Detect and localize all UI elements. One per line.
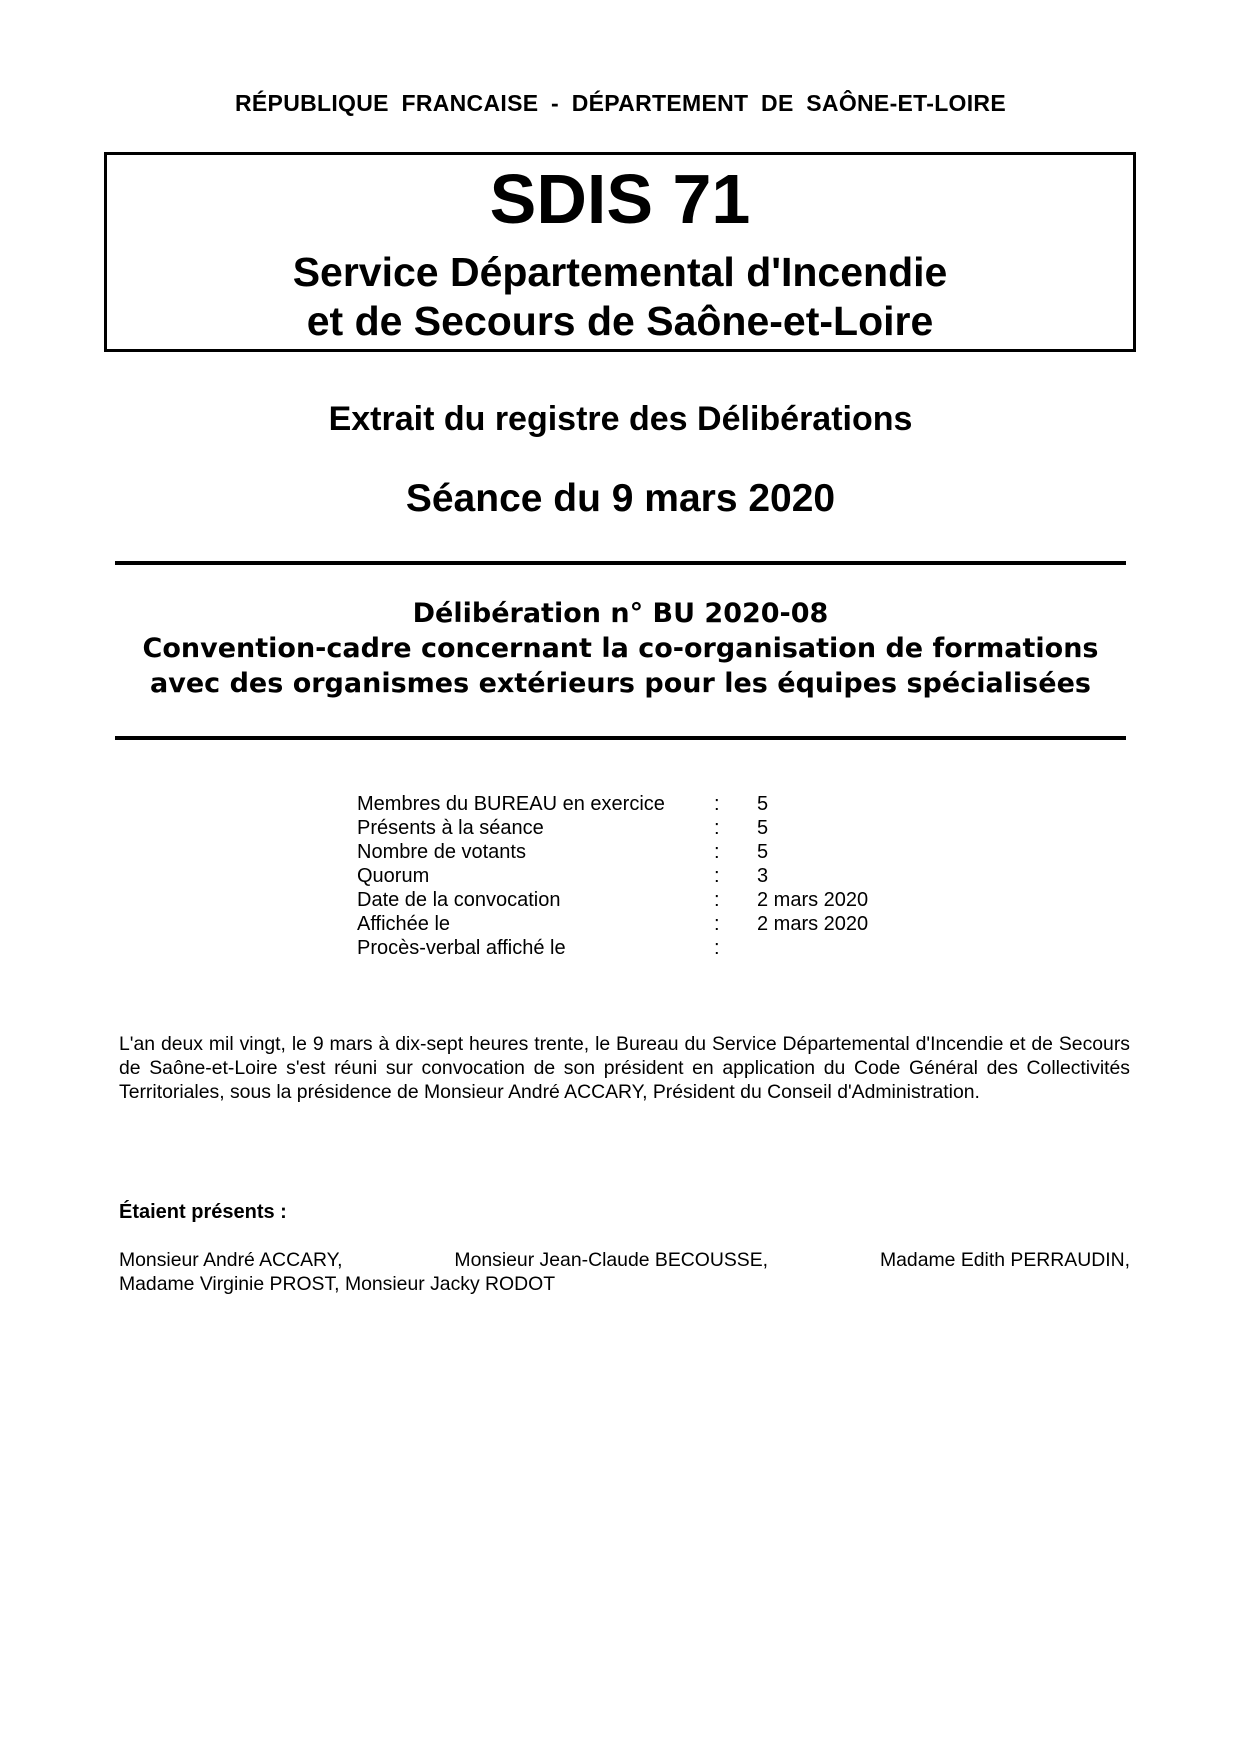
deliberation-number: Délibération n° BU 2020-08	[412, 598, 829, 629]
info-label: Date de la convocation	[357, 889, 561, 911]
info-separator: :	[714, 841, 720, 863]
deliberation-block	[0, 596, 1241, 701]
info-value: 3	[757, 865, 769, 887]
organization-name-line1: Service Départemental d'Incendie	[292, 249, 948, 295]
intro-paragraph: L'an deux mil vingt, le 9 mars à dix-sept heures trente, le Bureau du Service Départemental d'Incendie et de Secours de Saône-et-Loire s'est réuni sur convocation de son président en application du Code Général des Collectivités Territoriales, sous la présidence de Monsieur André ACCARY, Président du Conseil d'Administration.	[119, 1033, 1130, 1103]
attendee-name: Monsieur André ACCARY,	[119, 1249, 343, 1271]
info-separator: :	[714, 889, 720, 911]
info-value: 2 mars 2020	[757, 913, 869, 935]
info-label: Nombre de votants	[357, 841, 526, 863]
info-label: Affichée le	[357, 913, 451, 935]
info-label: Procès-verbal affiché le	[357, 937, 566, 959]
divider-bottom	[115, 736, 1126, 740]
organization-name-line2: et de Secours de Saône-et-Loire	[306, 298, 934, 344]
info-separator: :	[714, 793, 720, 815]
info-label: Membres du BUREAU en exercice	[357, 793, 665, 815]
info-value: 2 mars 2020	[757, 889, 869, 911]
info-label: Quorum	[357, 865, 430, 887]
info-label: Présents à la séance	[357, 817, 544, 839]
republic-header: RÉPUBLIQUE FRANCAISE - DÉPARTEMENT DE SAÔNE-ET-LOIRE	[235, 90, 1006, 116]
attendee-name: Monsieur Jean-Claude BECOUSSE,	[454, 1249, 769, 1271]
info-separator: :	[714, 817, 720, 839]
attendee-name: Madame Edith PERRAUDIN,	[879, 1249, 1130, 1271]
divider-top	[115, 561, 1126, 565]
attendees-list	[119, 1248, 1130, 1296]
deliberation-subject-line2: avec des organismes extérieurs pour les équipes spécialisées	[150, 668, 1091, 699]
deliberation-subject-line1: Convention-cadre concernant la co-organisation de formations	[142, 633, 1099, 664]
info-value: 5	[757, 817, 769, 839]
register-extract-title: Extrait du registre des Délibérations	[328, 400, 913, 438]
info-separator: :	[714, 937, 720, 959]
info-separator: :	[714, 865, 720, 887]
attendees-line: Madame Virginie PROST, Monsieur Jacky RODOT	[119, 1273, 556, 1295]
info-value: 5	[757, 841, 769, 863]
organization-acronym: SDIS 71	[489, 160, 751, 238]
attendees-line	[119, 1248, 1130, 1272]
info-separator: :	[714, 913, 720, 935]
session-date-title: Séance du 9 mars 2020	[405, 477, 836, 520]
title-box	[104, 152, 1136, 352]
info-value: 5	[757, 793, 769, 815]
attendees-heading: Étaient présents :	[119, 1201, 287, 1223]
